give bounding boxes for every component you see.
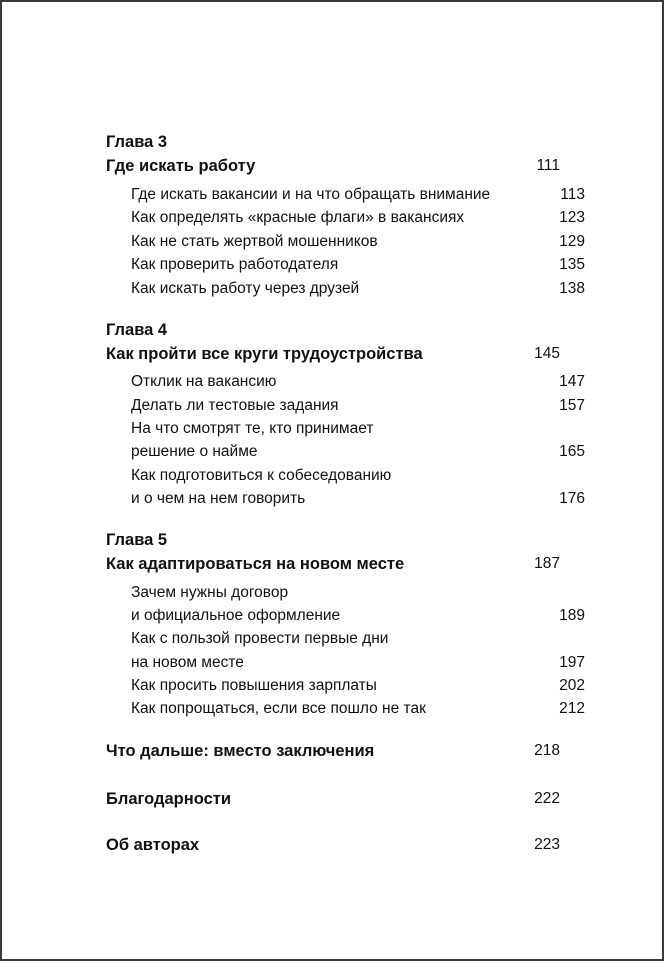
section-title: Что дальше: вместо заключения (106, 742, 375, 760)
chapter-5-title-row (106, 552, 562, 576)
section-title: Об авторах (106, 836, 200, 854)
chapter-title: Где искать работу (106, 157, 256, 175)
entry-text: Как с пользой провести первые дни (131, 630, 389, 647)
chapter-3-title-row (106, 154, 562, 178)
entry-text: на новом месте (131, 654, 244, 671)
page-number: 145 (534, 345, 560, 362)
page-number: 111 (536, 157, 560, 174)
toc-entry (106, 370, 587, 394)
toc-entry (106, 206, 587, 230)
chapter-3-label-row (106, 130, 562, 154)
section-row (106, 833, 562, 857)
entry-text: Как подготовиться к собеседованию (131, 467, 392, 484)
toc-entry-line1 (106, 417, 587, 441)
toc-entry (106, 230, 587, 254)
entry-text: и официальное оформление (131, 607, 341, 624)
chapter-5-label-row (106, 528, 562, 552)
page-number: 165 (559, 443, 585, 460)
entry-text: Делать ли тестовые задания (131, 397, 339, 414)
toc-entry-line2 (106, 651, 587, 675)
entry-text: Как проверить работодателя (131, 256, 339, 273)
toc-entry-line2 (106, 440, 587, 464)
page-number: 187 (534, 555, 560, 572)
page-number: 176 (559, 490, 585, 507)
entry-text: Как не стать жертвой мошенников (131, 233, 378, 250)
entry-text: Как искать работу через друзей (131, 280, 360, 297)
entry-text: Как попрощаться, если все пошло не так (131, 700, 426, 717)
entry-text: Как определять «красные флаги» в вакансиях (131, 209, 465, 226)
toc-entry (106, 697, 587, 721)
page-number: 123 (559, 209, 585, 226)
toc-entry (106, 394, 587, 418)
page-number: 129 (559, 233, 585, 250)
section-title: Благодарности (106, 790, 231, 808)
section-row (106, 739, 562, 763)
chapter-label: Глава 5 (106, 531, 168, 549)
toc-entry (106, 253, 587, 277)
toc-entry (106, 674, 587, 698)
page-number: 135 (559, 256, 585, 273)
page-number: 147 (559, 373, 585, 390)
page-number: 157 (559, 397, 585, 414)
chapter-4-label-row (106, 318, 562, 342)
page-number: 113 (560, 186, 585, 203)
chapter-label: Глава 4 (106, 321, 168, 339)
page-number: 202 (559, 677, 585, 694)
entry-text: Отклик на вакансию (131, 373, 277, 390)
entry-text: Где искать вакансии и на что обращать внимание (131, 186, 491, 203)
entry-text: и о чем на нем говорить (131, 490, 306, 507)
toc-entry-line1 (106, 627, 587, 651)
page-number: 223 (534, 836, 560, 853)
entry-text: Зачем нужны договор (131, 584, 289, 601)
toc-entry (106, 183, 587, 207)
page-number: 197 (559, 654, 585, 671)
page-number: 138 (559, 280, 585, 297)
page-number: 218 (534, 742, 560, 759)
page-number: 212 (559, 700, 585, 717)
entry-text: На что смотрят те, кто принимает (131, 420, 374, 437)
chapter-label: Глава 3 (106, 133, 168, 151)
entry-text: решение о найме (131, 443, 258, 460)
toc-entry-line2 (106, 604, 587, 628)
toc-entry-line2 (106, 487, 587, 511)
page-number: 222 (534, 790, 560, 807)
toc-entry-line1 (106, 464, 587, 488)
toc-entry (106, 277, 587, 301)
page-number: 189 (559, 607, 585, 624)
toc-entry-line1 (106, 581, 587, 605)
chapter-title: Как пройти все круги трудоустройства (106, 345, 423, 363)
section-row (106, 787, 562, 811)
chapter-title: Как адаптироваться на новом месте (106, 555, 405, 573)
chapter-4-title-row (106, 342, 562, 366)
entry-text: Как просить повышения зарплаты (131, 677, 377, 694)
